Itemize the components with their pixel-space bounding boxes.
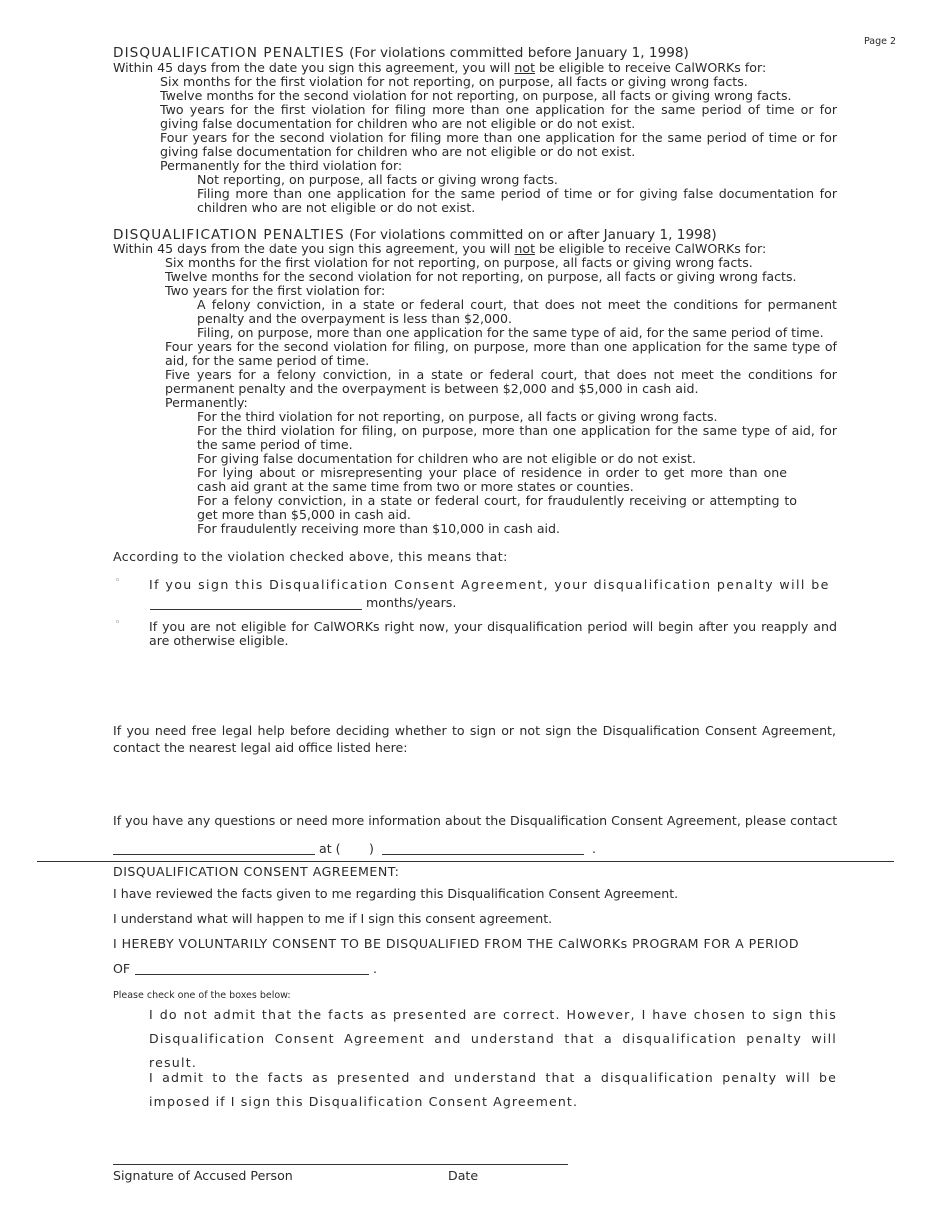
section2-heading-main: DISQUALIFICATION PENALTIES xyxy=(113,227,345,243)
section2-two-years-item: Filing, on purpose, more than one application for the same type of aid, for the same period of time. xyxy=(197,325,824,340)
section2-intro xyxy=(113,242,766,256)
meaning-intro: According to the violation checked above, this means that: xyxy=(113,549,508,564)
intro-not: not xyxy=(514,60,536,75)
consent-hereby: I HEREBY VOLUNTARILY CONSENT TO BE DISQUALIFIED FROM THE CalWORKs PROGRAM FOR A PERIOD xyxy=(113,936,800,951)
section2-six-months: Six months for the first violation for not reporting, on purpose, all facts or giving wrong facts. xyxy=(165,255,753,270)
section2-permanent-item: For the third violation for not reporting, on purpose, all facts or giving wrong facts. xyxy=(197,409,718,424)
section2-permanent-item: For fraudulently receiving more than $10,000 in cash aid. xyxy=(197,521,561,536)
check-instruction: Please check one of the boxes below: xyxy=(113,990,291,1001)
section2-permanent-item: For lying about or misrepresenting your place of residence in order to get more than one cash aid grant at the same time from two or more states or counties. xyxy=(197,465,787,494)
intro-pre: Within 45 days from the date you sign this agreement, you will xyxy=(113,241,515,256)
section2-permanent-item: For giving false documentation for children who are not eligible or do not exist. xyxy=(197,451,696,466)
section2-permanently: Permanently: xyxy=(165,395,248,410)
questions-paren-close: ) xyxy=(369,841,374,856)
questions-text: If you have any questions or need more information about the Disqualification Consent Agreement, please contact xyxy=(113,813,838,828)
section2-two-years-item: A felony conviction, in a state or federal court, that does not meet the conditions for permanent penalty and the overpayment is less than $2,000. xyxy=(197,297,837,326)
signature-label: Signature of Accused Person xyxy=(113,1168,293,1183)
option2-text: If you are not eligible for CalWORKs right now, your disqualification period will begin after you reapply and are otherwise eligible. xyxy=(149,619,837,648)
section2-permanent-item: For the third violation for filing, on purpose, more than one application for the same type of aid, for the same period of time. xyxy=(197,423,837,452)
section2-four-years: Four years for the second violation for filing, on purpose, more than one application for the same type of aid, for the same period of time. xyxy=(165,339,837,368)
signature-date-label: Date xyxy=(448,1168,479,1183)
section1-intro xyxy=(113,61,766,75)
intro-not: not xyxy=(514,241,536,256)
intro-pre: Within 45 days from the date you sign this agreement, you will xyxy=(113,60,515,75)
section-divider xyxy=(37,861,894,862)
legal-help-text: If you need free legal help before deciding whether to sign or not sign the Disqualification Consent Agreement, contact the nearest legal aid office listed here: xyxy=(113,723,836,755)
section2-heading-sub: (For violations committed on or after January 1, 1998) xyxy=(349,227,717,243)
section1-item: Six months for the first violation for not reporting, on purpose, all facts or giving wrong facts. xyxy=(160,74,748,89)
contact-phone-field[interactable] xyxy=(382,854,584,855)
signature-field[interactable] xyxy=(113,1164,568,1165)
section1-subitem: Not reporting, on purpose, all facts or giving wrong facts. xyxy=(197,172,558,187)
section1-item: Permanently for the third violation for: xyxy=(160,158,403,173)
section1-heading-main: DISQUALIFICATION PENALTIES xyxy=(113,45,345,61)
section1-heading-sub: (For violations committed before January 1, 1998) xyxy=(349,45,689,61)
option2-checkbox-icon[interactable]: ◦ xyxy=(115,618,121,628)
consent-box2-text[interactable]: I admit to the facts as presented and understand that a disqualification penalty will be imposed if I sign this Disqualification Consent Agreement. xyxy=(149,1070,837,1109)
consent-understand: I understand what will happen to me if I sign this consent agreement. xyxy=(113,911,553,926)
section2-two-years: Two years for the first violation for: xyxy=(165,283,386,298)
option1-text: If you sign this Disqualification Consent Agreement, your disqualification penalty will be xyxy=(149,577,830,592)
section1-subitem: Filing more than one application for the same period of time or for giving false documentation for children who are not eligible or do not exist. xyxy=(197,186,837,215)
section1-heading xyxy=(113,45,689,61)
consent-period-field[interactable] xyxy=(135,974,369,975)
option1-checkbox-icon[interactable]: ◦ xyxy=(115,576,121,586)
consent-title: DISQUALIFICATION CONSENT AGREEMENT: xyxy=(113,864,400,879)
penalty-duration-field[interactable] xyxy=(150,609,362,610)
section2-twelve-months: Twelve months for the second violation for not reporting, on purpose, all facts or giving wrong facts. xyxy=(165,269,797,284)
consent-of: OF xyxy=(113,961,131,976)
section1-item: Two years for the first violation for filing more than one application for the same period of time or for giving false documentation for children who are not eligible or do not exist. xyxy=(160,102,837,131)
consent-period: . xyxy=(373,961,378,976)
page-number: Page 2 xyxy=(864,36,897,47)
contact-name-field[interactable] xyxy=(113,854,315,855)
intro-post: be eligible to receive CalWORKs for: xyxy=(535,60,767,75)
option1-suffix: months/years. xyxy=(366,595,457,610)
section1-item: Four years for the second violation for filing more than one application for the same period of time or for giving false documentation for children who are not eligible or do not exist. xyxy=(160,130,837,159)
intro-post: be eligible to receive CalWORKs for: xyxy=(535,241,767,256)
questions-at: at ( xyxy=(319,841,341,856)
section2-permanent-item: For a felony conviction, in a state or federal court, for fraudulently receiving or attempting to get more than $5,000 in cash aid. xyxy=(197,493,797,522)
consent-box1-text[interactable]: I do not admit that the facts as presented are correct. However, I have chosen to sign this Disqualification Consent Agreement and understand that a disqualification penalty will result. xyxy=(149,1007,837,1070)
section2-five-years: Five years for a felony conviction, in a state or federal court, that does not meet the conditions for permanent penalty and the overpayment is between $2,000 and $5,000 in cash aid. xyxy=(165,367,837,396)
consent-reviewed: I have reviewed the facts given to me regarding this Disqualification Consent Agreement. xyxy=(113,886,679,901)
section1-item: Twelve months for the second violation for not reporting, on purpose, all facts or giving wrong facts. xyxy=(160,88,792,103)
questions-period: . xyxy=(592,841,597,856)
